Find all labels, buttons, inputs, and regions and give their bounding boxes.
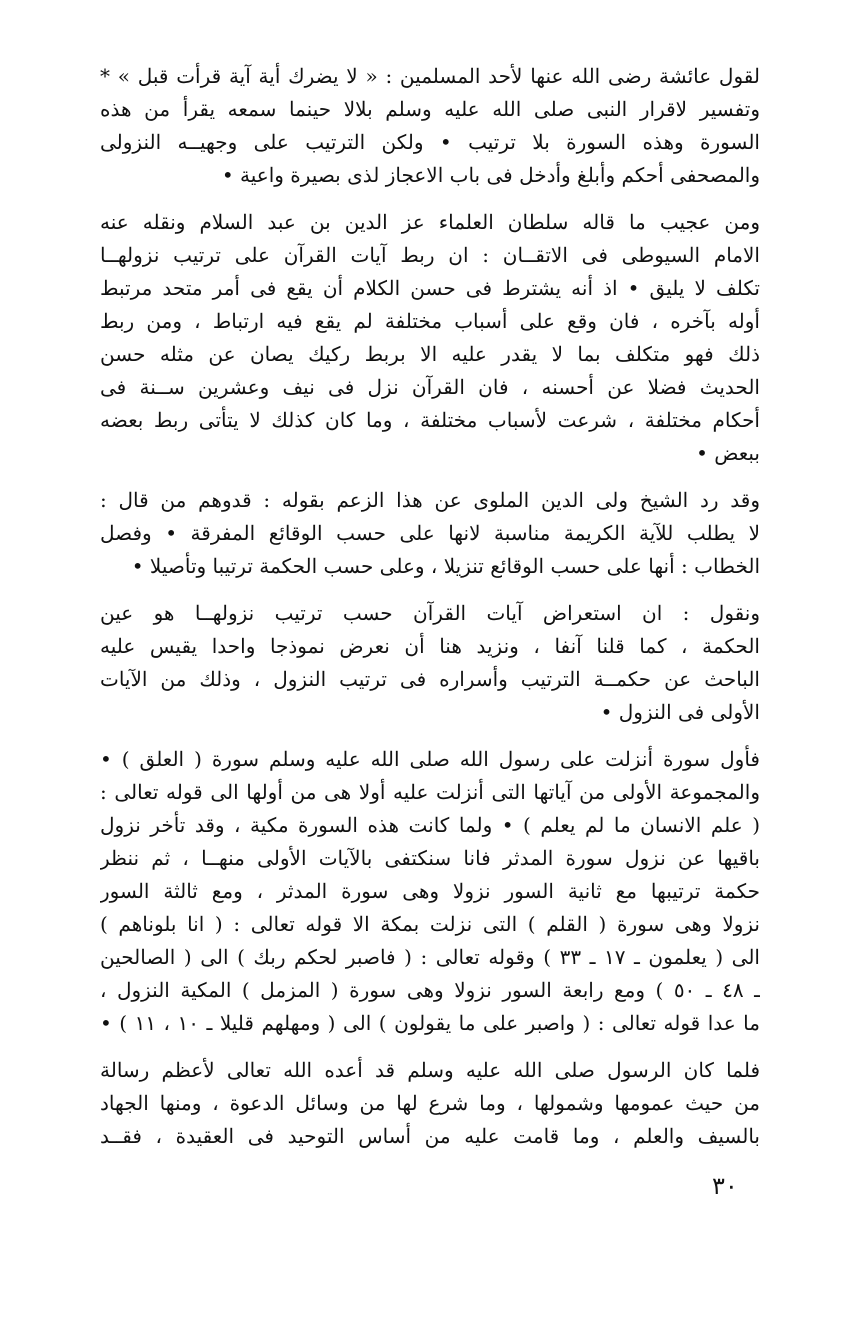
text-line: الحديث فضلا عن أحسنه ، فان القرآن نزل فى نيف وعشرين ســنة فى xyxy=(100,375,760,399)
paragraph-6 xyxy=(100,1054,760,1153)
paragraph-2 xyxy=(100,206,760,470)
paragraph-gap xyxy=(100,470,760,484)
text-line: ما عدا قوله تعالى : ( واصبر على ما يقولون ) الى ( ومهلهم قليلا ـ ١٠ ، ١١ ) • xyxy=(100,1011,760,1035)
text-line: لا يطلب للآية الكريمة مناسبة لانها على حسب الوقائع المفرقة • وفصل xyxy=(100,521,760,545)
text-line: ذلك فهو متكلف بما لا يقدر عليه الا بربط ركيك يصان عن مثله حسن xyxy=(100,342,760,366)
text-line: تكلف لا يليق • اذ أنه يشترط فى حسن الكلام أن يقع فى أمر متحد مرتبط xyxy=(100,276,760,300)
paragraph-gap xyxy=(100,1040,760,1054)
text-line: أوله بآخره ، فان وقع على أسباب مختلفة لم يقع فيه ارتباط ، ومن ربط xyxy=(100,309,760,333)
text-line: أحكام مختلفة ، شرعت لأسباب مختلفة ، وما كان كذلك لا يتأتى ربط بعضه xyxy=(100,408,760,432)
paragraph-5 xyxy=(100,743,760,1040)
paragraph-4 xyxy=(100,597,760,729)
text-line: بالسيف والعلم ، وما قامت عليه من أساس التوحيد فى العقيدة ، فقــد xyxy=(100,1124,760,1148)
text-line: الأولى فى النزول • xyxy=(600,700,760,724)
text-line: الى ( يعلمون ـ ١٧ ـ ٣٣ ) وقوله تعالى : ( فاصبر لحكم ربك ) الى ( الصالحين xyxy=(100,945,760,969)
text-line: والمصحفى أحكم وأبلغ وأدخل فى باب الاعجاز لذى بصيرة واعية • xyxy=(221,163,760,187)
page-number: ٣٠ xyxy=(712,1172,738,1200)
text-line: ( علم الانسان ما لم يعلم ) • ولما كانت هذه السورة مكية ، وقد تأخر نزول xyxy=(100,813,760,837)
text-line: فلما كان الرسول صلى الله عليه وسلم قد أعده الله تعالى لأعظم رسالة xyxy=(100,1058,760,1082)
text-line: الخطاب : أنها على حسب الوقائع تنزيلا ، وعلى حسب الحكمة ترتيبا وتأصيلا • xyxy=(131,554,760,578)
text-line: ببعض • xyxy=(696,441,760,465)
paragraph-gap xyxy=(100,192,760,206)
text-line: ونقول : ان استعراض آيات القرآن حسب ترتيب نزولهــا هو عين xyxy=(100,601,760,625)
text-line: فأول سورة أنزلت على رسول الله صلى الله عليه وسلم سورة ( العلق ) • xyxy=(100,747,760,771)
text-line: باقيها عن نزول سورة المدثر فانا سنكتفى بالآيات الأولى منهــا ، ثم ننظر xyxy=(100,846,760,870)
text-line: الحكمة ، كما قلنا آنفا ، ونزيد هنا أن نعرض نموذجا واحدا يقيس عليه xyxy=(100,634,760,658)
paragraph-gap xyxy=(100,583,760,597)
text-line: السورة وهذه السورة بلا ترتيب • ولكن الترتيب على وجهيــه النزولى xyxy=(100,130,760,154)
text-line: ومن عجيب ما قاله سلطان العلماء عز الدين بن عبد السلام ونقله عنه xyxy=(100,210,760,234)
paragraph-gap xyxy=(100,729,760,743)
text-line: نزولا وهى سورة ( القلم ) التى نزلت بمكة الا قوله تعالى : ( انا بلوناهم ) xyxy=(100,912,760,936)
text-line: والمجموعة الأولى من آياتها التى أنزلت عليه أولا هى من أولها الى قوله تعالى : xyxy=(100,780,760,804)
text-line: وقد رد الشيخ ولى الدين الملوى عن هذا الزعم بقوله : قدوهم من قال : xyxy=(100,488,760,512)
paragraph-1 xyxy=(100,60,760,192)
body-text xyxy=(100,60,760,1153)
text-line: وتفسير لاقرار النبى صلى الله عليه وسلم بلالا حينما سمعه يقرأ من هذه xyxy=(100,97,760,121)
text-line: من حيث عمومها وشمولها ، وما شرع لها من وسائل الدعوة ، ومنها الجهاد xyxy=(100,1091,760,1115)
paragraph-3 xyxy=(100,484,760,583)
text-line: لقول عائشة رضى الله عنها لأحد المسلمين : « لا يضرك أية آية قرأت قبل » * xyxy=(100,64,760,88)
text-line: الامام السيوطى فى الاتقــان : ان ربط آيات القرآن على ترتيب نزولهــا xyxy=(100,243,760,267)
text-line: ـ ٤٨ ـ ٥٠ ) ومع رابعة السور نزولا وهى سورة ( المزمل ) المكية النزول ، xyxy=(100,978,760,1002)
text-line: الباحث عن حكمــة الترتيب وأسراره فى ترتيب النزول ، وذلك من الآيات xyxy=(100,667,760,691)
text-line: حكمة ترتيبها مع ثانية السور نزولا وهى سورة المدثر ، ومع ثالثة السور xyxy=(100,879,760,903)
